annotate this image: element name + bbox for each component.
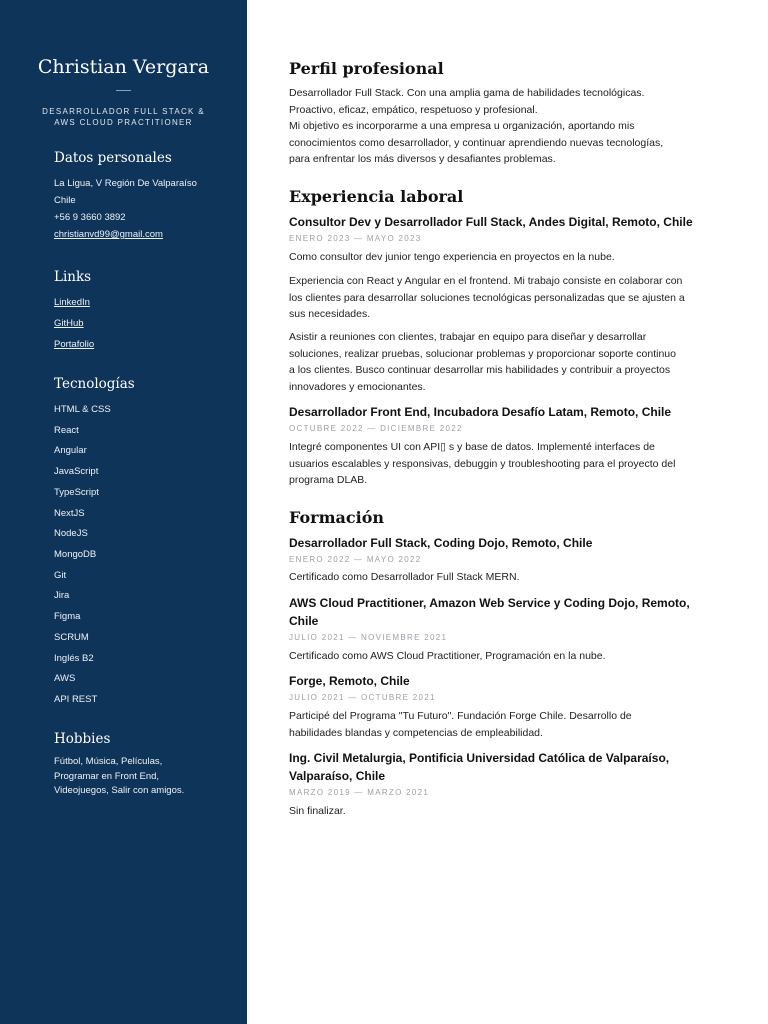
education-title-item bbox=[289, 594, 717, 630]
tech-list bbox=[54, 400, 234, 711]
hobbies-line: Fútbol, Música, Películas, bbox=[54, 756, 163, 767]
links-title: Links bbox=[54, 269, 92, 285]
hobbies-line: Programar en Front End, bbox=[54, 770, 160, 782]
hobbies-title: Hobbies bbox=[54, 731, 111, 747]
job-line: sus necesidades. bbox=[289, 308, 371, 320]
job-line: soluciones, realizar pruebas, solucionar problemas y proporcionar soporte continuo bbox=[289, 347, 676, 360]
job-line: Integré componentes UI con API▯ s y base de datos. Implementé interfaces de bbox=[289, 441, 655, 453]
job-title: Consultor Dev y Desarrollador Full Stack, Andes Digital, Remoto, Chile bbox=[289, 215, 693, 229]
profile-line: Desarrollador Full Stack. Con una amplia gama de habilidades tecnológicas. bbox=[289, 87, 645, 99]
education-title-item: Forge, Remoto, Chile bbox=[289, 674, 410, 688]
role-line: AWS CLOUD PRACTITIONER bbox=[54, 118, 193, 127]
tech-item: AWS bbox=[54, 673, 76, 685]
education-title-item bbox=[289, 749, 717, 785]
linkedin-link[interactable]: LinkedIn bbox=[54, 297, 90, 308]
education-description bbox=[289, 708, 717, 741]
education-title-line: Valparaíso, Chile bbox=[289, 769, 386, 783]
name-divider bbox=[116, 90, 131, 91]
job-line: innovadores y emocionantes. bbox=[289, 380, 426, 393]
location-line: Chile bbox=[54, 195, 76, 206]
job-line: Asistir a reuniones con clientes, trabajar en equipo para diseñar y desarrollar bbox=[289, 331, 647, 343]
tech-item: API REST bbox=[54, 694, 98, 706]
job-description bbox=[289, 329, 717, 395]
education-title-item: Desarrollador Full Stack, Coding Dojo, Remoto, Chile bbox=[289, 536, 593, 550]
education-title-line: Chile bbox=[289, 614, 319, 628]
tech-item: React bbox=[54, 424, 79, 436]
links-list bbox=[54, 293, 234, 355]
candidate-role bbox=[20, 106, 227, 128]
tech-item: TypeScript bbox=[54, 486, 99, 498]
education-dates: JULIO 2021 — OCTUBRE 2021 bbox=[289, 693, 436, 702]
education-title: Formación bbox=[289, 508, 385, 527]
profile-line: Proactivo, eficaz, empático, respetuoso y profesional. bbox=[289, 103, 538, 116]
location-line: La Ligua, V Región De Valparaíso bbox=[54, 178, 197, 189]
education-dates: ENERO 2022 — MAYO 2022 bbox=[289, 555, 422, 564]
education-line: Participé del Programa "Tu Futuro". Fundación Forge Chile. Desarrollo de bbox=[289, 710, 632, 722]
experience-title: Experiencia laboral bbox=[289, 187, 464, 206]
job-description bbox=[289, 273, 717, 323]
phone-number: +56 9 3660 3892 bbox=[54, 212, 126, 223]
education-title-line: Ing. Civil Metalurgia, Pontificia Universidad Católica de Valparaíso, bbox=[289, 751, 670, 765]
profile-line: Mi objetivo es incorporarme a una empresa u organización, aportando mis bbox=[289, 120, 635, 132]
personal-data-title: Datos personales bbox=[54, 150, 172, 166]
tech-item: Figma bbox=[54, 611, 81, 623]
job-line: Experiencia con React y Angular en el frontend. Mi trabajo consiste en colaborar con bbox=[289, 275, 683, 287]
hobbies-text bbox=[54, 755, 234, 799]
sidebar bbox=[0, 0, 247, 1024]
job-dates: ENERO 2023 — MAYO 2023 bbox=[289, 234, 422, 243]
tech-item: Inglés B2 bbox=[54, 652, 94, 664]
job-title: Desarrollador Front End, Incubadora Desafío Latam, Remoto, Chile bbox=[289, 405, 672, 419]
tech-item: Angular bbox=[54, 445, 87, 457]
tech-item: Jira bbox=[54, 590, 70, 602]
education-line: habilidades blandas y competencias de empleabilidad. bbox=[289, 726, 543, 739]
education-description: Sin finalizar. bbox=[289, 805, 346, 817]
job-description bbox=[289, 439, 717, 489]
education-dates: MARZO 2019 — MARZO 2021 bbox=[289, 788, 430, 797]
profile-line: conocimientos como desarrollador, y continuar aprendiendo nuevas tecnologías, bbox=[289, 136, 664, 149]
tech-item: MongoDB bbox=[54, 549, 97, 561]
tech-title: Tecnologías bbox=[54, 376, 135, 392]
tech-item: SCRUM bbox=[54, 631, 89, 643]
hobbies-line: Videojuegos, Salir con amigos. bbox=[54, 785, 185, 796]
job-line: Como consultor dev junior tengo experiencia en proyectos en la nube. bbox=[289, 251, 615, 263]
job-line: a los clientes. Busco continuar desarrollar mis habilidades y contribuir a proyectos bbox=[289, 364, 671, 376]
portfolio-link[interactable]: Portafolio bbox=[54, 338, 95, 350]
education-description: Certificado como Desarrollador Full Stack MERN. bbox=[289, 571, 520, 583]
education-description: Certificado como AWS Cloud Practitioner, Programación en la nube. bbox=[289, 650, 606, 662]
candidate-name: Christian Vergara bbox=[37, 56, 210, 78]
profile-title: Perfil profesional bbox=[289, 59, 444, 78]
tech-item: Git bbox=[54, 569, 67, 581]
education-title-line: AWS Cloud Practitioner, Amazon Web Service y Coding Dojo, Remoto, bbox=[289, 596, 690, 610]
tech-item: NodeJS bbox=[54, 528, 88, 540]
education-dates: JULIO 2021 — NOVIEMBRE 2021 bbox=[289, 633, 448, 642]
job-dates: OCTUBRE 2022 — DICIEMBRE 2022 bbox=[289, 424, 463, 433]
role-line: DESARROLLADOR FULL STACK & bbox=[42, 107, 205, 116]
profile-line: para enfrentar los más diversos y desafiantes problemas. bbox=[289, 153, 556, 165]
job-line: usuarios escalables y responsivas, debuggin y troubleshooting para el proyecto del bbox=[289, 457, 676, 470]
tech-item: NextJS bbox=[54, 507, 85, 519]
job-line: programa DLAB. bbox=[289, 474, 368, 486]
job-description bbox=[289, 249, 717, 266]
personal-data-list bbox=[54, 175, 234, 243]
job-line: los clientes para desarrollar soluciones tecnológicas personalizadas que se ajusten a bbox=[289, 291, 685, 304]
profile-text bbox=[289, 85, 717, 168]
tech-item: HTML & CSS bbox=[54, 404, 111, 415]
github-link[interactable]: GitHub bbox=[54, 317, 84, 329]
email-link[interactable]: christianvd99@gmail.com bbox=[54, 229, 163, 240]
tech-item: JavaScript bbox=[54, 466, 99, 478]
